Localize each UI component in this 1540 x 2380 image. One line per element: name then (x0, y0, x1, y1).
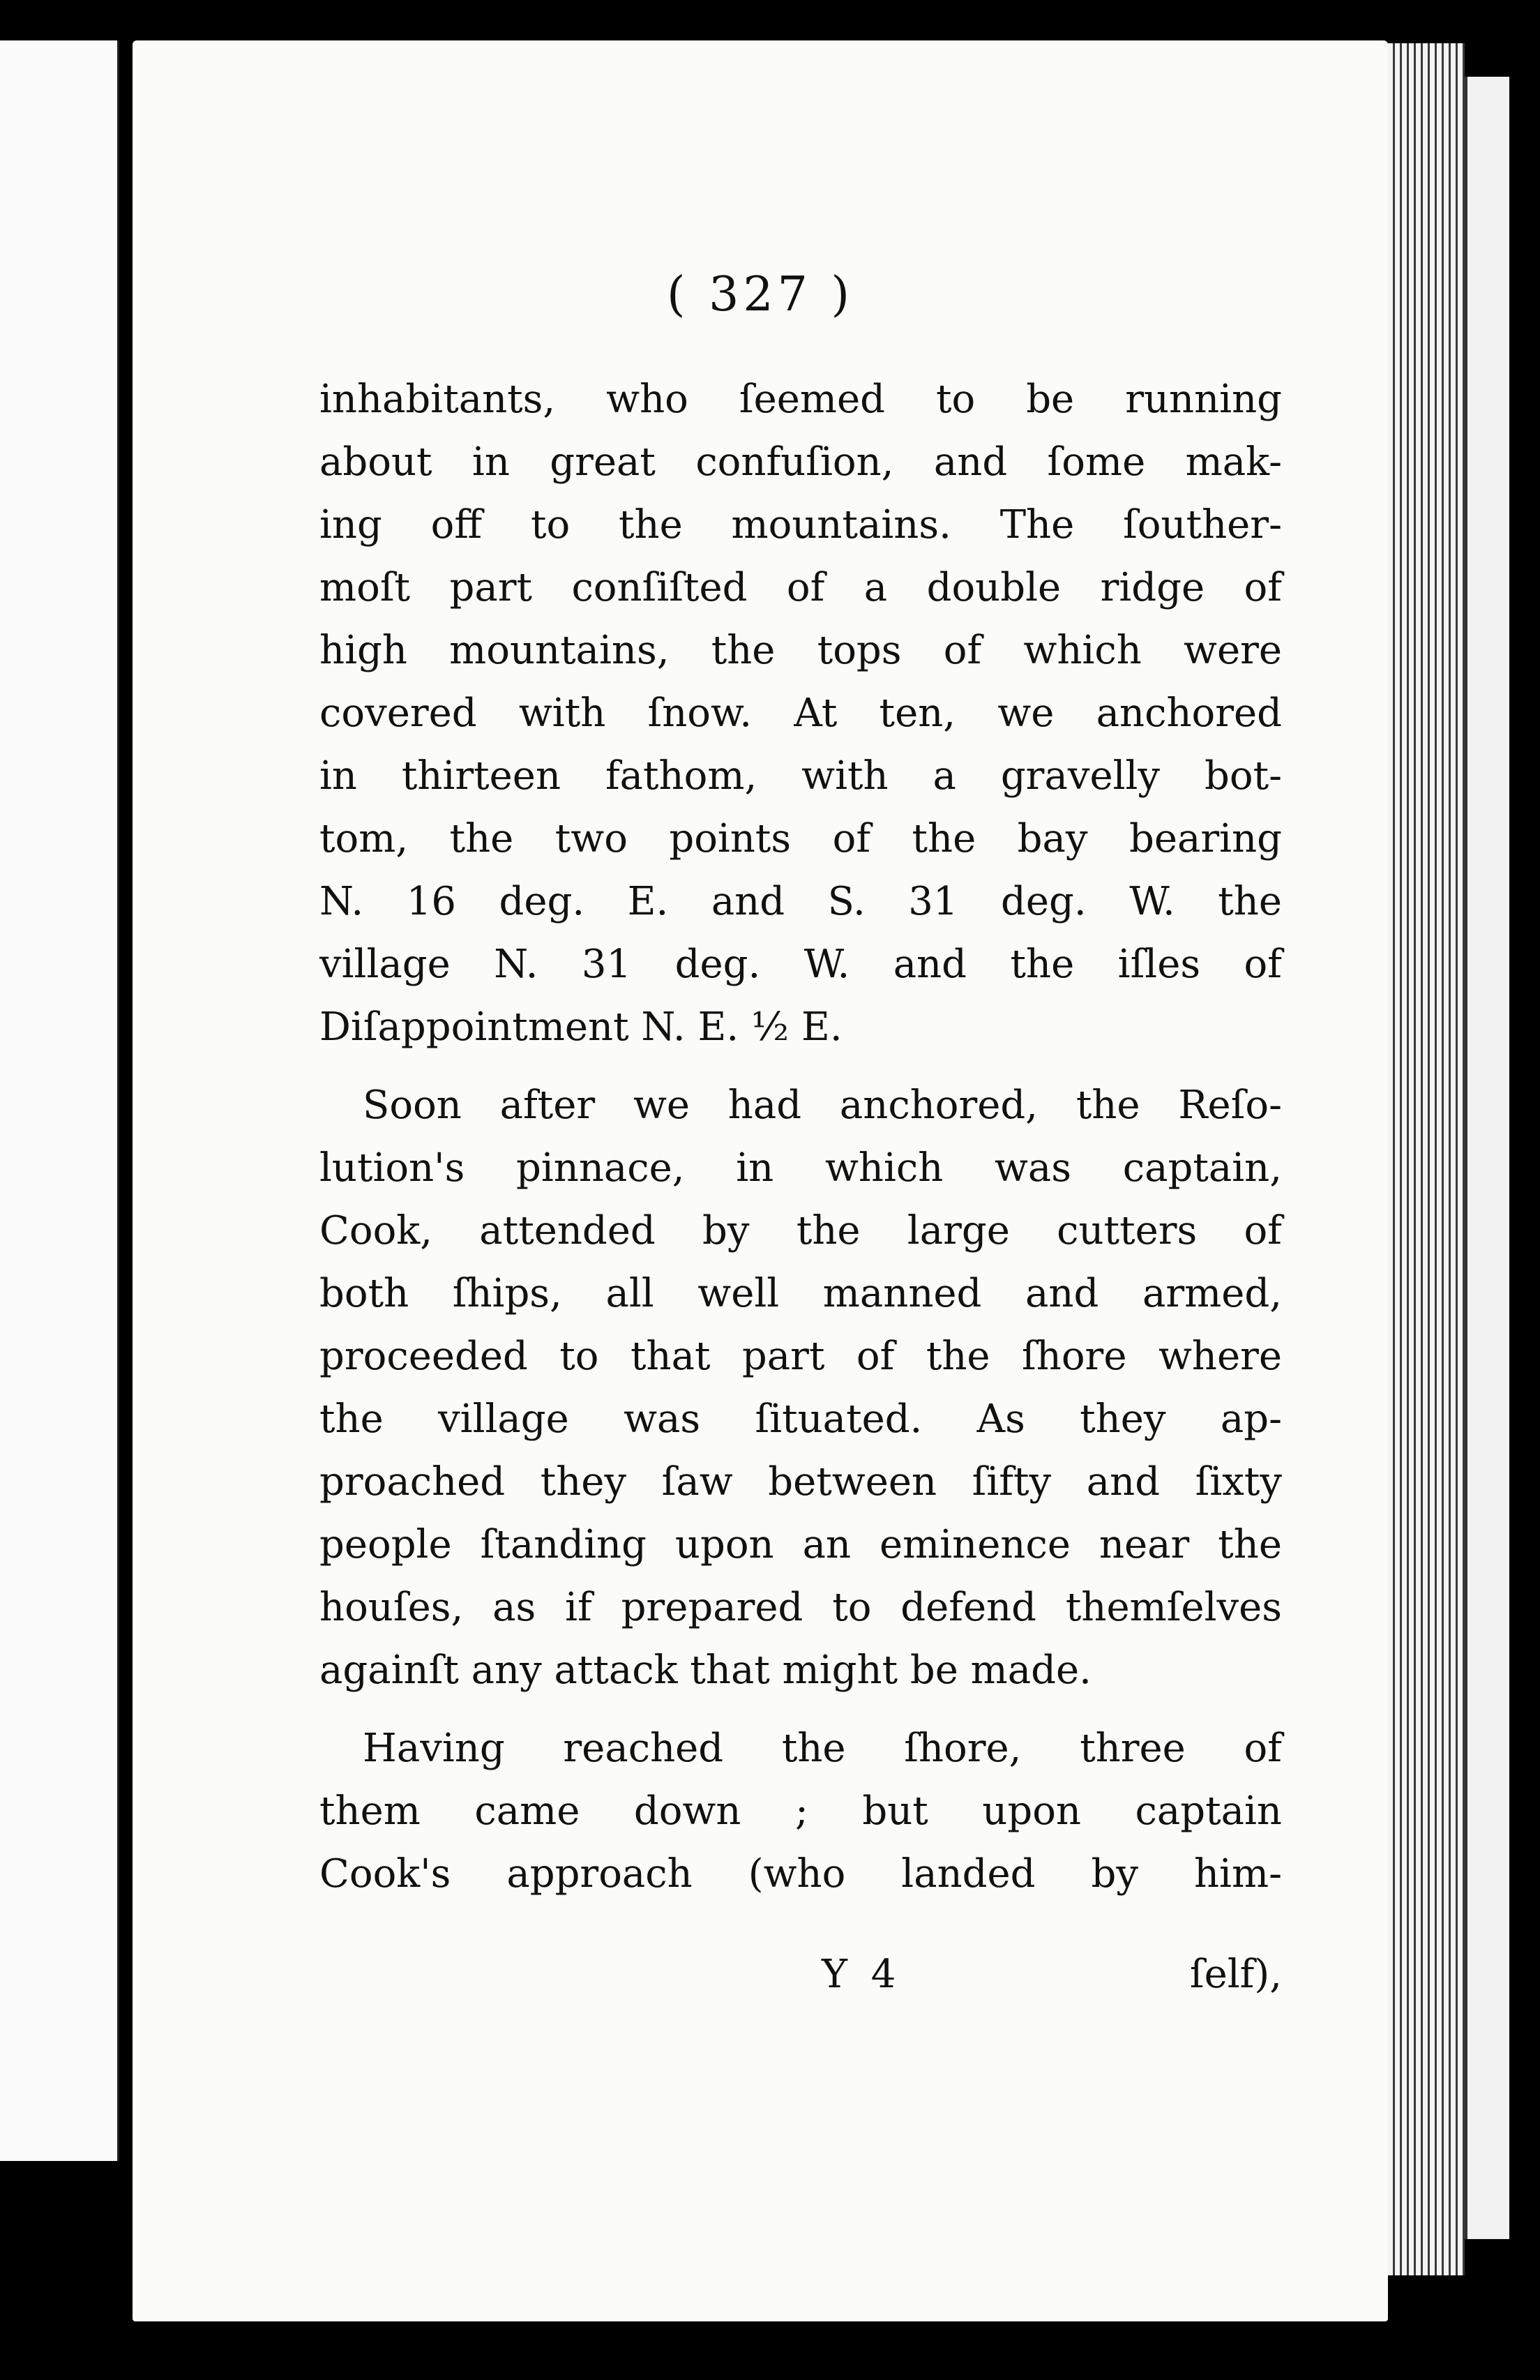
text-line: them came down ; but upon captain (319, 1788, 1282, 1834)
text-line: in thirteen fathom, with a gravelly bot- (319, 753, 1282, 799)
text-line: proached they ſaw between ſifty and ſixty (319, 1459, 1282, 1505)
text-line: covered with ſnow. At ten, we anchored (319, 691, 1282, 736)
text-line: the village was ſituated. As they ap- (319, 1396, 1282, 1442)
signature-mark: Y 4 (822, 1952, 902, 1997)
facing-page-edge (0, 40, 119, 2161)
text-line: both ſhips, all well manned and armed, (319, 1271, 1282, 1316)
text-line: proceeded to that part of the ſhore where (319, 1334, 1282, 1379)
catchword: ſelf), (1189, 1952, 1282, 1997)
paragraph-2 (319, 1074, 1282, 1702)
page-stack-edges (1381, 43, 1465, 2275)
text-line: Cook's approach (who landed by him- (319, 1851, 1282, 1897)
text-line: Diſappointment N. E. ½ E. (319, 1004, 843, 1050)
text-line: about in great confuſion, and ſome mak- (319, 439, 1282, 485)
text-line: Cook, attended by the large cutters of (319, 1208, 1282, 1253)
text-line: ing off to the mountains. The ſouther- (319, 502, 1282, 548)
text-line: Soon after we had anchored, the Reſo- (363, 1083, 1282, 1128)
text-line: inhabitants, who ſeemed to be running (319, 377, 1282, 422)
text-line: houſes, as if prepared to defend themſelves (319, 1585, 1282, 1630)
text-line: Having reached the ſhore, three of (363, 1726, 1282, 1771)
text-line: people ſtanding upon an eminence near the (319, 1522, 1282, 1567)
text-line: village N. 31 deg. W. and the iſles of (319, 942, 1282, 987)
body-text (319, 368, 1282, 1906)
text-line: againſt any attack that might be made. (319, 1648, 1092, 1693)
page-number: ( 327 ) (666, 267, 854, 322)
page-footer (319, 1943, 1282, 2006)
book-page (133, 40, 1388, 2321)
text-line: high mountains, the tops of which were (319, 628, 1282, 673)
paragraph-3 (319, 1717, 1282, 1906)
paragraph-1 (319, 368, 1282, 1059)
text-line: N. 16 deg. E. and S. 31 deg. W. the (319, 879, 1282, 924)
text-line: moſt part conſiſted of a double ridge of (319, 565, 1282, 610)
book-cover-edge (1465, 77, 1509, 2239)
text-line: tom, the two points of the bay bearing (319, 816, 1282, 861)
text-line: lution's pinnace, in which was captain, (319, 1145, 1282, 1191)
